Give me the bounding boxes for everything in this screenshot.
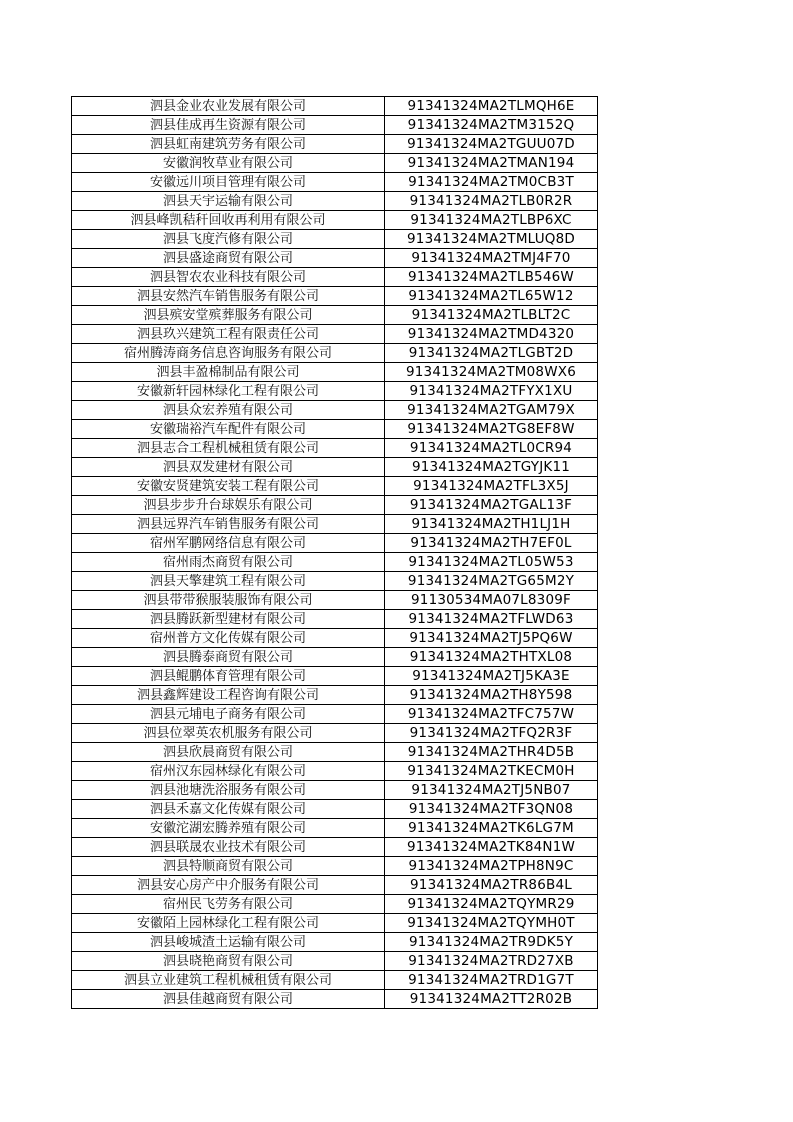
company-name-cell: 安徽润牧草业有限公司 — [72, 154, 385, 173]
company-registry-table — [71, 96, 598, 1009]
company-name-cell: 泗县智农农业科技有限公司 — [72, 268, 385, 287]
company-name-cell: 泗县禾嘉文化传媒有限公司 — [72, 800, 385, 819]
table-row — [72, 705, 598, 724]
credit-code-cell: 91341324MA2TMD4320 — [385, 325, 598, 344]
credit-code-cell: 91341324MA2TLBP6XC — [385, 211, 598, 230]
credit-code-cell: 91341324MA2TLB0R2R — [385, 192, 598, 211]
credit-code-cell: 91341324MA2TJ5PQ6W — [385, 629, 598, 648]
company-name-cell: 泗县殡安堂殡葬服务有限公司 — [72, 306, 385, 325]
company-name-cell: 泗县盛途商贸有限公司 — [72, 249, 385, 268]
company-name-cell: 泗县元埔电子商务有限公司 — [72, 705, 385, 724]
table-row — [72, 173, 598, 192]
table-row — [72, 667, 598, 686]
table-row — [72, 895, 598, 914]
company-name-cell: 宿州雨杰商贸有限公司 — [72, 553, 385, 572]
company-name-cell: 泗县位翠英农机服务有限公司 — [72, 724, 385, 743]
credit-code-cell: 91341324MA2TGAM79X — [385, 401, 598, 420]
table-row — [72, 192, 598, 211]
credit-code-cell: 91341324MA2TQYMR29 — [385, 895, 598, 914]
table-row — [72, 116, 598, 135]
credit-code-cell: 91341324MA2TG8EF8W — [385, 420, 598, 439]
company-name-cell: 泗县天擎建筑工程有限公司 — [72, 572, 385, 591]
credit-code-cell: 91341324MA2TQYMH0T — [385, 914, 598, 933]
credit-code-cell: 91341324MA2TFC757W — [385, 705, 598, 724]
credit-code-cell: 91341324MA2THR4D5B — [385, 743, 598, 762]
company-name-cell: 宿州民飞劳务有限公司 — [72, 895, 385, 914]
credit-code-cell: 91341324MA2THTXL08 — [385, 648, 598, 667]
credit-code-cell: 91341324MA2TL0CR94 — [385, 439, 598, 458]
company-name-cell: 宿州腾涛商务信息咨询服务有限公司 — [72, 344, 385, 363]
company-name-cell: 安徽远川项目管理有限公司 — [72, 173, 385, 192]
table-row — [72, 344, 598, 363]
company-name-cell: 泗县联晟农业技术有限公司 — [72, 838, 385, 857]
credit-code-cell: 91341324MA2TL65W12 — [385, 287, 598, 306]
credit-code-cell: 91341324MA2TR86B4L — [385, 876, 598, 895]
table-row — [72, 363, 598, 382]
company-name-cell: 泗县安然汽车销售服务有限公司 — [72, 287, 385, 306]
credit-code-cell: 91341324MA2TLB546W — [385, 268, 598, 287]
table-row — [72, 306, 598, 325]
table-row — [72, 382, 598, 401]
company-name-cell: 泗县带带猴服装服饰有限公司 — [72, 591, 385, 610]
table-row — [72, 496, 598, 515]
company-name-cell: 安徽安贤建筑安装工程有限公司 — [72, 477, 385, 496]
table-row — [72, 458, 598, 477]
table-row — [72, 477, 598, 496]
company-name-cell: 泗县欣晨商贸有限公司 — [72, 743, 385, 762]
company-name-cell: 安徽沱湖宏腾养殖有限公司 — [72, 819, 385, 838]
company-name-cell: 泗县安心房产中介服务有限公司 — [72, 876, 385, 895]
table-row — [72, 401, 598, 420]
company-name-cell: 泗县天宇运输有限公司 — [72, 192, 385, 211]
table-row — [72, 325, 598, 344]
credit-code-cell: 91341324MA2TMJ4F70 — [385, 249, 598, 268]
table-row — [72, 154, 598, 173]
company-name-cell: 泗县峰凯秸秆回收再利用有限公司 — [72, 211, 385, 230]
credit-code-cell: 91341324MA2TLMQH6E — [385, 97, 598, 116]
table-row — [72, 819, 598, 838]
company-name-cell: 泗县腾跃新型建材有限公司 — [72, 610, 385, 629]
credit-code-cell: 91341324MA2TT2R02B — [385, 990, 598, 1009]
credit-code-cell: 91341324MA2TM0CB3T — [385, 173, 598, 192]
credit-code-cell: 91341324MA2TLGBT2D — [385, 344, 598, 363]
company-name-cell: 安徽新轩园林绿化工程有限公司 — [72, 382, 385, 401]
credit-code-cell: 91341324MA2TGUU07D — [385, 135, 598, 154]
table-row — [72, 211, 598, 230]
credit-code-cell: 91341324MA2TH1LJ1H — [385, 515, 598, 534]
credit-code-cell: 91341324MA2TMAN194 — [385, 154, 598, 173]
table-row — [72, 629, 598, 648]
table-row — [72, 781, 598, 800]
company-name-cell: 泗县腾泰商贸有限公司 — [72, 648, 385, 667]
company-name-cell: 泗县佳越商贸有限公司 — [72, 990, 385, 1009]
credit-code-cell: 91341324MA2TFYX1XU — [385, 382, 598, 401]
table-row — [72, 724, 598, 743]
company-name-cell: 泗县池塘洗浴服务有限公司 — [72, 781, 385, 800]
table-row — [72, 743, 598, 762]
table-row — [72, 135, 598, 154]
credit-code-cell: 91341324MA2TRD1G7T — [385, 971, 598, 990]
company-name-cell: 泗县步步升台球娱乐有限公司 — [72, 496, 385, 515]
company-name-cell: 泗县虹南建筑劳务有限公司 — [72, 135, 385, 154]
credit-code-cell: 91341324MA2TK6LG7M — [385, 819, 598, 838]
table-row — [72, 648, 598, 667]
table-row — [72, 420, 598, 439]
company-name-cell: 宿州汉东园林绿化有限公司 — [72, 762, 385, 781]
table-row — [72, 591, 598, 610]
company-name-cell: 泗县金业农业发展有限公司 — [72, 97, 385, 116]
company-name-cell: 泗县晓艳商贸有限公司 — [72, 952, 385, 971]
credit-code-cell: 91341324MA2TFQ2R3F — [385, 724, 598, 743]
credit-code-cell: 91341324MA2TMLUQ8D — [385, 230, 598, 249]
credit-code-cell: 91341324MA2TR9DK5Y — [385, 933, 598, 952]
credit-code-cell: 91341324MA2TF3QN08 — [385, 800, 598, 819]
company-name-cell: 泗县立业建筑工程机械租赁有限公司 — [72, 971, 385, 990]
table-row — [72, 610, 598, 629]
company-name-cell: 泗县鲲鹏体育管理有限公司 — [72, 667, 385, 686]
table-row — [72, 876, 598, 895]
table-body — [72, 97, 598, 1009]
table-row — [72, 287, 598, 306]
credit-code-cell: 91341324MA2TRD27XB — [385, 952, 598, 971]
company-name-cell: 泗县志合工程机械租赁有限公司 — [72, 439, 385, 458]
table-row — [72, 952, 598, 971]
credit-code-cell: 91341324MA2TKECM0H — [385, 762, 598, 781]
credit-code-cell: 91341324MA2TPH8N9C — [385, 857, 598, 876]
table-row — [72, 268, 598, 287]
credit-code-cell: 91341324MA2TM3152Q — [385, 116, 598, 135]
company-name-cell: 宿州军鹏网络信息有限公司 — [72, 534, 385, 553]
table-row — [72, 553, 598, 572]
table-row — [72, 97, 598, 116]
credit-code-cell: 91341324MA2TK84N1W — [385, 838, 598, 857]
credit-code-cell: 91341324MA2TJ5NB07 — [385, 781, 598, 800]
table-row — [72, 762, 598, 781]
company-name-cell: 泗县众宏养殖有限公司 — [72, 401, 385, 420]
company-name-cell: 安徽瑞裕汽车配件有限公司 — [72, 420, 385, 439]
table-row — [72, 933, 598, 952]
credit-code-cell: 91341324MA2TM08WX6 — [385, 363, 598, 382]
company-name-cell: 泗县飞度汽修有限公司 — [72, 230, 385, 249]
table-row — [72, 439, 598, 458]
credit-code-cell: 91341324MA2TJ5KA3E — [385, 667, 598, 686]
table-row — [72, 971, 598, 990]
credit-code-cell: 91341324MA2TFL3X5J — [385, 477, 598, 496]
company-name-cell: 宿州普方文化传媒有限公司 — [72, 629, 385, 648]
table-row — [72, 800, 598, 819]
table-row — [72, 249, 598, 268]
company-name-cell: 泗县特顺商贸有限公司 — [72, 857, 385, 876]
credit-code-cell: 91341324MA2TGYJK11 — [385, 458, 598, 477]
credit-code-cell: 91341324MA2TLBLT2C — [385, 306, 598, 325]
credit-code-cell: 91341324MA2TFLWD63 — [385, 610, 598, 629]
credit-code-cell: 91341324MA2TH8Y598 — [385, 686, 598, 705]
credit-code-cell: 91341324MA2TL05W53 — [385, 553, 598, 572]
table-row — [72, 838, 598, 857]
company-name-cell: 泗县峻城渣土运输有限公司 — [72, 933, 385, 952]
table-row — [72, 686, 598, 705]
credit-code-cell: 91130534MA07L8309F — [385, 591, 598, 610]
company-name-cell: 安徽陌上园林绿化工程有限公司 — [72, 914, 385, 933]
table-row — [72, 534, 598, 553]
credit-code-cell: 91341324MA2TG65M2Y — [385, 572, 598, 591]
company-name-cell: 泗县鑫辉建设工程咨询有限公司 — [72, 686, 385, 705]
table-row — [72, 990, 598, 1009]
company-name-cell: 泗县玖兴建筑工程有限责任公司 — [72, 325, 385, 344]
table-row — [72, 515, 598, 534]
table-row — [72, 914, 598, 933]
credit-code-cell: 91341324MA2TGAL13F — [385, 496, 598, 515]
table-row — [72, 572, 598, 591]
table-row — [72, 857, 598, 876]
company-name-cell: 泗县丰盈棉制品有限公司 — [72, 363, 385, 382]
company-name-cell: 泗县双发建材有限公司 — [72, 458, 385, 477]
company-name-cell: 泗县佳成再生资源有限公司 — [72, 116, 385, 135]
credit-code-cell: 91341324MA2TH7EF0L — [385, 534, 598, 553]
company-name-cell: 泗县远界汽车销售服务有限公司 — [72, 515, 385, 534]
table-row — [72, 230, 598, 249]
